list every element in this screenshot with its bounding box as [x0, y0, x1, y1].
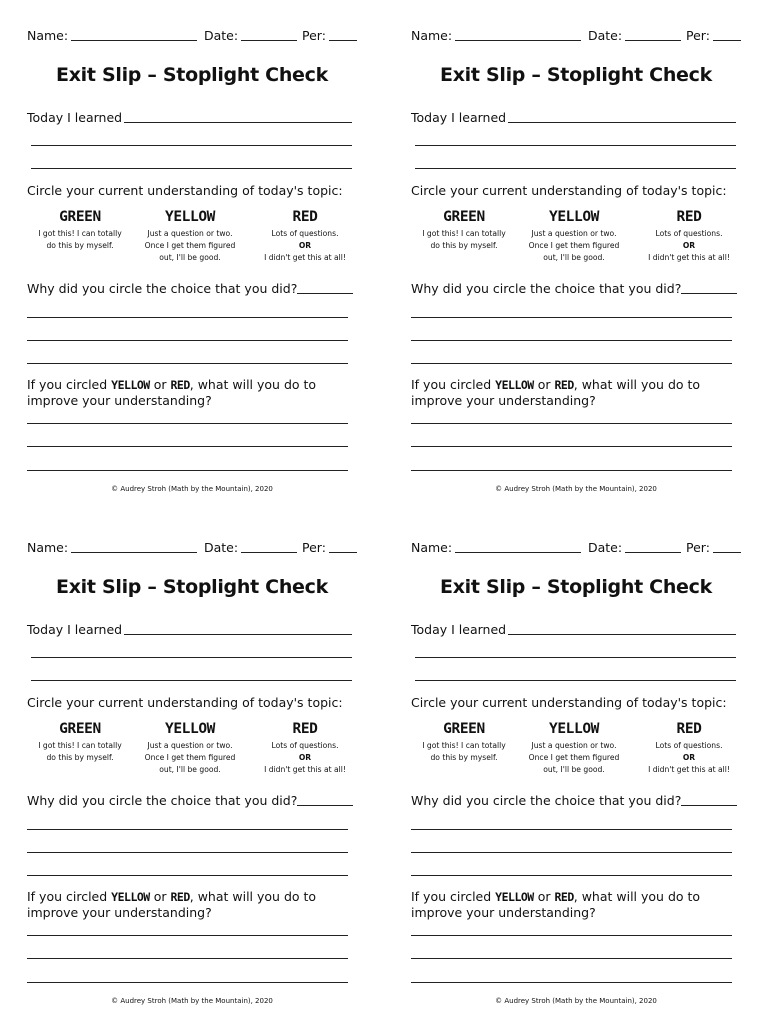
why-line-4[interactable] [27, 363, 348, 364]
copyright-notice: © Audrey Stroh (Math by the Mountain), 2020 [111, 997, 273, 1005]
why-line-1[interactable] [297, 293, 353, 294]
why-line-1[interactable] [297, 805, 353, 806]
why-line-4[interactable] [411, 363, 732, 364]
circle-prompt: Circle your current understanding of today's topic: [27, 695, 343, 710]
choice-green-line: do this by myself. [46, 240, 114, 250]
per-label: Per: [302, 28, 326, 43]
choice-red-line: Lots of questions. [271, 741, 339, 750]
date-field[interactable] [241, 40, 297, 41]
per-label: Per: [302, 540, 326, 555]
period-field[interactable] [713, 552, 741, 553]
choice-yellow-line: Just a question or two. [531, 741, 617, 750]
choice-red-or: OR [298, 240, 312, 250]
improve-keyword-yellow: YELLOW [111, 890, 150, 904]
choice-yellow-line: Just a question or two. [147, 229, 233, 238]
today-learned-line-2[interactable] [31, 145, 352, 146]
date-label: Date: [204, 540, 239, 555]
why-prompt: Why did you circle the choice that you did? [411, 281, 682, 296]
improve-or: or [153, 889, 167, 904]
name-field[interactable] [455, 552, 581, 553]
today-learned-line-1[interactable] [508, 634, 736, 635]
today-learned-line-1[interactable] [124, 634, 352, 635]
today-learned-line-2[interactable] [415, 657, 736, 658]
today-learned-label: Today I learned [411, 110, 507, 125]
why-prompt: Why did you circle the choice that you did? [27, 281, 298, 296]
per-label: Per: [686, 28, 710, 43]
improve-prompt-line-1 [411, 377, 700, 393]
choice-yellow-label[interactable]: YELLOW [165, 721, 215, 737]
date-label: Date: [588, 540, 623, 555]
name-label: Name: [411, 540, 453, 555]
today-learned-line-2[interactable] [415, 145, 736, 146]
choice-green-label[interactable]: GREEN [59, 721, 101, 737]
today-learned-label: Today I learned [411, 622, 507, 637]
choice-yellow-description [519, 740, 629, 775]
improve-line-3[interactable] [27, 982, 348, 983]
improve-prefix: If you circled [411, 889, 492, 904]
choice-green-label[interactable]: GREEN [443, 209, 485, 225]
why-line-2[interactable] [411, 317, 732, 318]
improve-line-2[interactable] [27, 958, 348, 959]
choice-red-or: OR [682, 240, 696, 250]
exit-slip [411, 0, 741, 493]
why-prompt: Why did you circle the choice that you did? [411, 793, 682, 808]
improve-prompt-line-2: improve your understanding? [411, 393, 596, 408]
improve-keyword-red: RED [554, 890, 574, 904]
choice-green-description [409, 228, 519, 252]
choice-green-label[interactable]: GREEN [443, 721, 485, 737]
improve-prompt-line-1 [27, 889, 316, 905]
today-learned-line-3[interactable] [415, 680, 736, 681]
why-line-4[interactable] [27, 875, 348, 876]
choice-red-line: I didn't get this at all! [648, 764, 730, 774]
today-learned-line-2[interactable] [31, 657, 352, 658]
why-line-2[interactable] [27, 829, 348, 830]
choice-green-description [25, 740, 135, 764]
today-learned-label: Today I learned [27, 622, 123, 637]
circle-prompt: Circle your current understanding of today's topic: [411, 695, 727, 710]
why-line-3[interactable] [411, 340, 732, 341]
today-learned-line-1[interactable] [508, 122, 736, 123]
today-learned-line-3[interactable] [31, 168, 352, 169]
choice-yellow-label[interactable]: YELLOW [549, 721, 599, 737]
today-learned-line-3[interactable] [415, 168, 736, 169]
choice-red-label[interactable]: RED [292, 209, 318, 225]
choice-red-line: I didn't get this at all! [264, 764, 346, 774]
choice-yellow-line: Once I get them figured [528, 240, 620, 250]
copyright-notice: © Audrey Stroh (Math by the Mountain), 2020 [495, 997, 657, 1005]
date-field[interactable] [241, 552, 297, 553]
improve-prompt-line-1 [411, 889, 700, 905]
exit-slip [27, 0, 357, 493]
choice-yellow-line: Once I get them figured [144, 240, 236, 250]
improve-keyword-red: RED [170, 890, 190, 904]
improve-line-1[interactable] [411, 423, 732, 424]
improve-prefix: If you circled [27, 377, 108, 392]
why-line-4[interactable] [411, 875, 732, 876]
improve-line-1[interactable] [27, 423, 348, 424]
improve-line-2[interactable] [411, 958, 732, 959]
choice-green-line: do this by myself. [430, 240, 498, 250]
slip-title: Exit Slip – Stoplight Check [440, 576, 712, 598]
choice-green-line: do this by myself. [46, 752, 114, 762]
improve-suffix: , what will you do to [189, 377, 317, 392]
choice-green-description [409, 740, 519, 764]
date-label: Date: [204, 28, 239, 43]
per-label: Per: [686, 540, 710, 555]
name-label: Name: [27, 28, 69, 43]
improve-keyword-yellow: YELLOW [111, 378, 150, 392]
choice-green-label[interactable]: GREEN [59, 209, 101, 225]
choice-yellow-line: out, I'll be good. [543, 764, 605, 774]
choice-green-description [25, 228, 135, 252]
date-field[interactable] [625, 40, 681, 41]
period-field[interactable] [329, 40, 357, 41]
choice-yellow-line: Once I get them figured [528, 752, 620, 762]
name-label: Name: [411, 28, 453, 43]
copyright-notice: © Audrey Stroh (Math by the Mountain), 2020 [111, 485, 273, 493]
why-line-2[interactable] [27, 317, 348, 318]
why-line-1[interactable] [681, 293, 737, 294]
circle-prompt: Circle your current understanding of today's topic: [27, 183, 343, 198]
date-label: Date: [588, 28, 623, 43]
choice-yellow-line: Just a question or two. [531, 229, 617, 238]
choice-red-line: Lots of questions. [655, 229, 723, 238]
improve-or: or [153, 377, 167, 392]
improve-line-2[interactable] [411, 446, 732, 447]
improve-prompt-line-2: improve your understanding? [411, 905, 596, 920]
choice-yellow-label[interactable]: YELLOW [549, 209, 599, 225]
choice-yellow-description [135, 740, 245, 775]
improve-suffix: , what will you do to [189, 889, 317, 904]
improve-or: or [537, 377, 551, 392]
choice-red-label[interactable]: RED [676, 721, 702, 737]
choice-yellow-line: Just a question or two. [147, 741, 233, 750]
choice-red-description [634, 740, 744, 775]
improve-prompt-line-1 [27, 377, 316, 393]
improve-prefix: If you circled [411, 377, 492, 392]
circle-prompt: Circle your current understanding of today's topic: [411, 183, 727, 198]
today-learned-line-1[interactable] [124, 122, 352, 123]
why-line-3[interactable] [27, 340, 348, 341]
improve-keyword-yellow: YELLOW [495, 890, 534, 904]
slip-title: Exit Slip – Stoplight Check [56, 64, 328, 86]
improve-suffix: , what will you do to [573, 889, 701, 904]
choice-green-line: I got this! I can totally [38, 741, 122, 750]
copyright-notice: © Audrey Stroh (Math by the Mountain), 2020 [495, 485, 657, 493]
improve-keyword-red: RED [170, 378, 190, 392]
choice-red-description [250, 740, 360, 775]
name-field[interactable] [71, 552, 197, 553]
why-line-2[interactable] [411, 829, 732, 830]
period-field[interactable] [713, 40, 741, 41]
name-field[interactable] [455, 40, 581, 41]
choice-yellow-description [135, 228, 245, 263]
exit-slip [411, 512, 741, 1005]
improve-line-1[interactable] [411, 935, 732, 936]
period-field[interactable] [329, 552, 357, 553]
slip-title: Exit Slip – Stoplight Check [56, 576, 328, 598]
choice-yellow-line: out, I'll be good. [543, 252, 605, 262]
choice-red-description [250, 228, 360, 263]
exit-slip [27, 512, 357, 1005]
date-field[interactable] [625, 552, 681, 553]
choice-yellow-description [519, 228, 629, 263]
choice-red-description [634, 228, 744, 263]
choice-green-line: do this by myself. [430, 752, 498, 762]
why-prompt: Why did you circle the choice that you did? [27, 793, 298, 808]
improve-suffix: , what will you do to [573, 377, 701, 392]
improve-keyword-yellow: YELLOW [495, 378, 534, 392]
why-line-3[interactable] [411, 852, 732, 853]
choice-red-or: OR [298, 752, 312, 762]
choice-red-line: I didn't get this at all! [264, 252, 346, 262]
slip-title: Exit Slip – Stoplight Check [440, 64, 712, 86]
choice-yellow-line: Once I get them figured [144, 752, 236, 762]
choice-yellow-line: out, I'll be good. [159, 764, 221, 774]
choice-yellow-line: out, I'll be good. [159, 252, 221, 262]
improve-prefix: If you circled [27, 889, 108, 904]
choice-green-line: I got this! I can totally [422, 741, 506, 750]
choice-green-line: I got this! I can totally [38, 229, 122, 238]
today-learned-label: Today I learned [27, 110, 123, 125]
today-learned-line-3[interactable] [31, 680, 352, 681]
choice-red-line: Lots of questions. [271, 229, 339, 238]
why-line-1[interactable] [681, 805, 737, 806]
improve-line-2[interactable] [27, 446, 348, 447]
name-field[interactable] [71, 40, 197, 41]
choice-red-or: OR [682, 752, 696, 762]
improve-line-3[interactable] [411, 982, 732, 983]
choice-red-line: I didn't get this at all! [648, 252, 730, 262]
improve-keyword-red: RED [554, 378, 574, 392]
name-label: Name: [27, 540, 69, 555]
choice-green-line: I got this! I can totally [422, 229, 506, 238]
choice-red-line: Lots of questions. [655, 741, 723, 750]
choice-yellow-label[interactable]: YELLOW [165, 209, 215, 225]
choice-red-label[interactable]: RED [676, 209, 702, 225]
improve-prompt-line-2: improve your understanding? [27, 905, 212, 920]
improve-line-3[interactable] [411, 470, 732, 471]
improve-or: or [537, 889, 551, 904]
why-line-3[interactable] [27, 852, 348, 853]
improve-line-1[interactable] [27, 935, 348, 936]
improve-line-3[interactable] [27, 470, 348, 471]
choice-red-label[interactable]: RED [292, 721, 318, 737]
improve-prompt-line-2: improve your understanding? [27, 393, 212, 408]
